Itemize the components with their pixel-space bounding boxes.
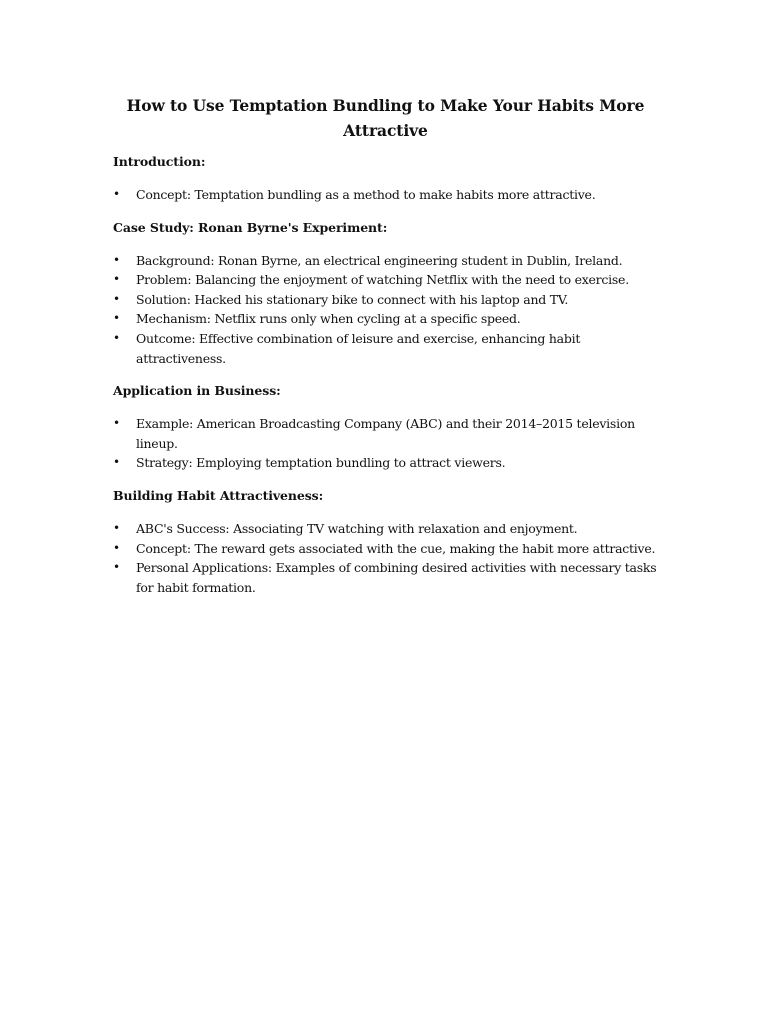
list-item bbox=[113, 519, 658, 539]
section bbox=[113, 152, 658, 205]
list-item-text: Concept: Temptation bundling as a method to make habits more attractive. bbox=[136, 187, 596, 202]
sections-container bbox=[113, 152, 658, 597]
bullet-icon: • bbox=[113, 455, 120, 470]
list-item bbox=[113, 290, 658, 310]
section-heading: Introduction: bbox=[113, 154, 206, 169]
list-item-text: Background: Ronan Byrne, an electrical engineering student in Dublin, Ireland. bbox=[136, 252, 623, 268]
list-item bbox=[113, 558, 658, 597]
list-item-text: Strategy: Employing temptation bundling to attract viewers. bbox=[136, 455, 506, 471]
section bbox=[113, 381, 658, 473]
list-item bbox=[113, 251, 658, 271]
bullet-icon: • bbox=[113, 416, 120, 431]
list-item bbox=[113, 185, 658, 205]
section-heading: Case Study: Ronan Byrne's Experiment: bbox=[113, 219, 388, 235]
section-heading: Application in Business: bbox=[113, 383, 281, 399]
bullet-list bbox=[113, 251, 658, 369]
list-item bbox=[113, 270, 658, 290]
list-item-text: ABC's Success: Associating TV watching with relaxation and enjoyment. bbox=[136, 520, 578, 536]
bullet-list bbox=[113, 414, 658, 473]
list-item-text: Problem: Balancing the enjoyment of watching Netflix with the need to exercise. bbox=[136, 272, 629, 288]
list-item bbox=[113, 539, 658, 559]
list-item-text: Solution: Hacked his stationary bike to connect with his laptop and TV. bbox=[136, 291, 569, 307]
bullet-icon: • bbox=[113, 540, 120, 555]
bullet-icon: • bbox=[113, 520, 120, 535]
document-body bbox=[113, 93, 658, 597]
section bbox=[113, 486, 658, 597]
list-item bbox=[113, 414, 658, 453]
section-heading: Building Habit Attractiveness: bbox=[113, 487, 324, 503]
bullet-icon: • bbox=[113, 252, 120, 267]
list-item bbox=[113, 309, 658, 329]
bullet-icon: • bbox=[113, 272, 120, 287]
bullet-icon: • bbox=[113, 330, 120, 345]
list-item-text: Mechanism: Netflix runs only when cycling at a specific speed. bbox=[136, 311, 521, 327]
bullet-list bbox=[113, 185, 658, 205]
bullet-icon: • bbox=[113, 291, 120, 306]
bullet-icon: • bbox=[113, 187, 120, 201]
list-item bbox=[113, 329, 658, 368]
list-item-text: Concept: The reward gets associated with the cue, making the habit more attractive. bbox=[136, 540, 656, 556]
bullet-list bbox=[113, 519, 658, 597]
document-title: How to Use Temptation Bundling to Make Your Habits More Attractive bbox=[126, 96, 645, 140]
bullet-icon: • bbox=[113, 311, 120, 326]
list-item bbox=[113, 453, 658, 473]
list-item-text: Personal Applications: Examples of combining desired activities with necessary tasks for habit formation. bbox=[136, 560, 657, 595]
list-item-text: Example: American Broadcasting Company (ABC) and their 2014–2015 television lineup. bbox=[136, 416, 635, 451]
list-item-text: Outcome: Effective combination of leisure and exercise, enhancing habit attractiveness. bbox=[136, 330, 581, 366]
section bbox=[113, 218, 658, 369]
bullet-icon: • bbox=[113, 560, 120, 575]
